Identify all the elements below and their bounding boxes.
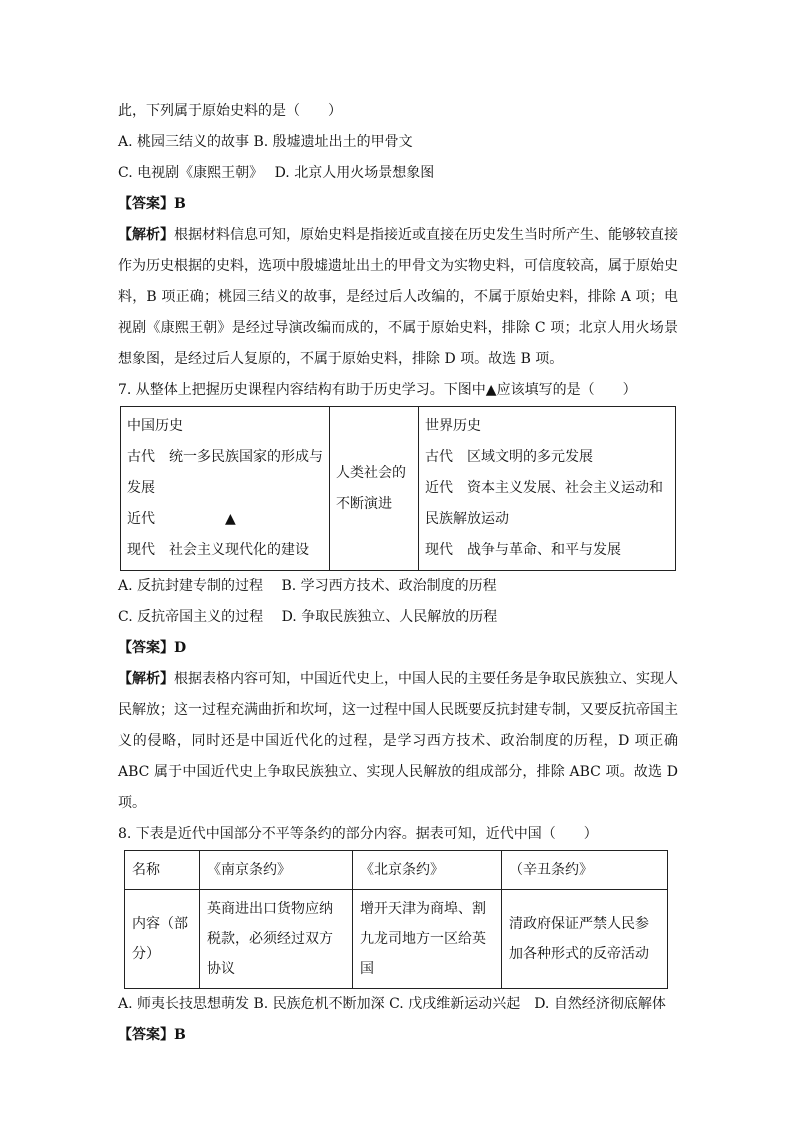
q7-china-modern-label: 近代 (127, 511, 155, 527)
q7-options-cd: C. 反抗帝国主义的过程 D. 争取民族独立、人民解放的历程 (118, 609, 498, 625)
q7-china-modern (127, 504, 323, 535)
q7-analysis (118, 664, 678, 819)
q7-world-title: 世界历史 (425, 418, 481, 434)
q8-cell-beijing: 增开天津为商埠、割九龙司地方一区给英国 (353, 890, 502, 989)
q7-china-ancient: 古代 统一多民族国家的形成与发展 (127, 449, 323, 496)
q7-answer: 【答案】D (118, 640, 187, 656)
q8-row-label: 内容（部分） (125, 890, 200, 989)
q8-options: A. 师夷长技思想萌发 B. 民族危机不断加深 C. 戊戌维新运动兴起 D. 自然经济彻底解体 (118, 996, 666, 1012)
q7-china-history-cell (121, 407, 330, 571)
q6-answer: 【答案】B (118, 196, 186, 212)
q7-china-contemporary: 现代 社会主义现代化的建设 (127, 542, 309, 558)
q7-china-title: 中国历史 (127, 418, 183, 434)
q7-structure-table (120, 406, 676, 571)
q6-analysis (118, 220, 678, 375)
q7-world-history-cell (419, 407, 676, 571)
q6-analysis-text: 根据材料信息可知，原始史料是指接近或直接在历史发生当时所产生、能够较直接作为历史根据的史料，选项中殷墟遗址出土的甲骨文为实物史料，可信度较高，属于原始史料，B 项正确；桃园三结义的故事，是经过后人改编的，不属于原始史料，排除 A 项；电视剧《康熙王朝》是经过导演改编而成的，不属于原始史料，排除 C 项；北京人用火场景想象图，是经过后人复原的，不属于原始史料，排除 D 项。故选 B 项。 (118, 227, 678, 367)
q8-header-nanjing: 《南京条约》 (200, 851, 353, 890)
q8-cell-nanjing: 英商进出口货物应纳税款，必须经过双方协议 (200, 890, 353, 989)
q8-answer: 【答案】B (118, 1027, 186, 1043)
q8-header-xinchou: （辛丑条约》 (502, 851, 668, 890)
q7-analysis-tag: 【解析】 (118, 671, 174, 687)
triangle-marker: ▲ (225, 511, 236, 527)
q7-world-modern: 近代 资本主义发展、社会主义运动和民族解放运动 (425, 480, 663, 527)
q7-analysis-text: 根据表格内容可知，中国近代史上，中国人民的主要任务是争取民族独立、实现人民解放；这一过程充满曲折和坎坷，这一过程中国人民既要反抗封建专制，又要反抗帝国主义的侵略，同时还是中国近代化的过程，是学习西方技术、政治制度的历程，D 项正确 ABC 属于中国近代史上争取民族独立、实现人民解放的组成部分，排除 ABC 项。故选 D 项。 (118, 671, 678, 811)
q7-world-ancient: 古代 区域文明的多元发展 (425, 449, 593, 465)
q7-options-ab: A. 反抗封建专制的过程 B. 学习西方技术、政治制度的历程 (118, 578, 497, 594)
q7-stem: 7. 从整体上把握历史课程内容结构有助于历史学习。下图中▲应该填写的是（ ） (118, 382, 637, 398)
q6-options-ab: A. 桃园三结义的故事 B. 殷墟遗址出土的甲骨文 (118, 134, 413, 150)
q7-middle-cell: 人类社会的不断演进 (330, 407, 419, 571)
q7-world-contemporary: 现代 战争与革命、和平与发展 (425, 542, 621, 558)
q6-stem-tail: 此，下列属于原始史料的是（ ） (118, 103, 342, 119)
q8-header-beijing: 《北京条约》 (353, 851, 502, 890)
q8-stem: 8. 下表是近代中国部分不平等条约的部分内容。据表可知，近代中国（ ） (118, 826, 598, 842)
q8-header-name: 名称 (125, 851, 200, 890)
q8-cell-xinchou: 清政府保证严禁人民参加各种形式的反帝活动 (502, 890, 668, 989)
q8-treaty-table (124, 850, 668, 989)
document-page (118, 96, 678, 1051)
q6-analysis-tag: 【解析】 (118, 227, 174, 243)
q6-options-cd: C. 电视剧《康熙王朝》 D. 北京人用火场景想象图 (118, 165, 435, 181)
